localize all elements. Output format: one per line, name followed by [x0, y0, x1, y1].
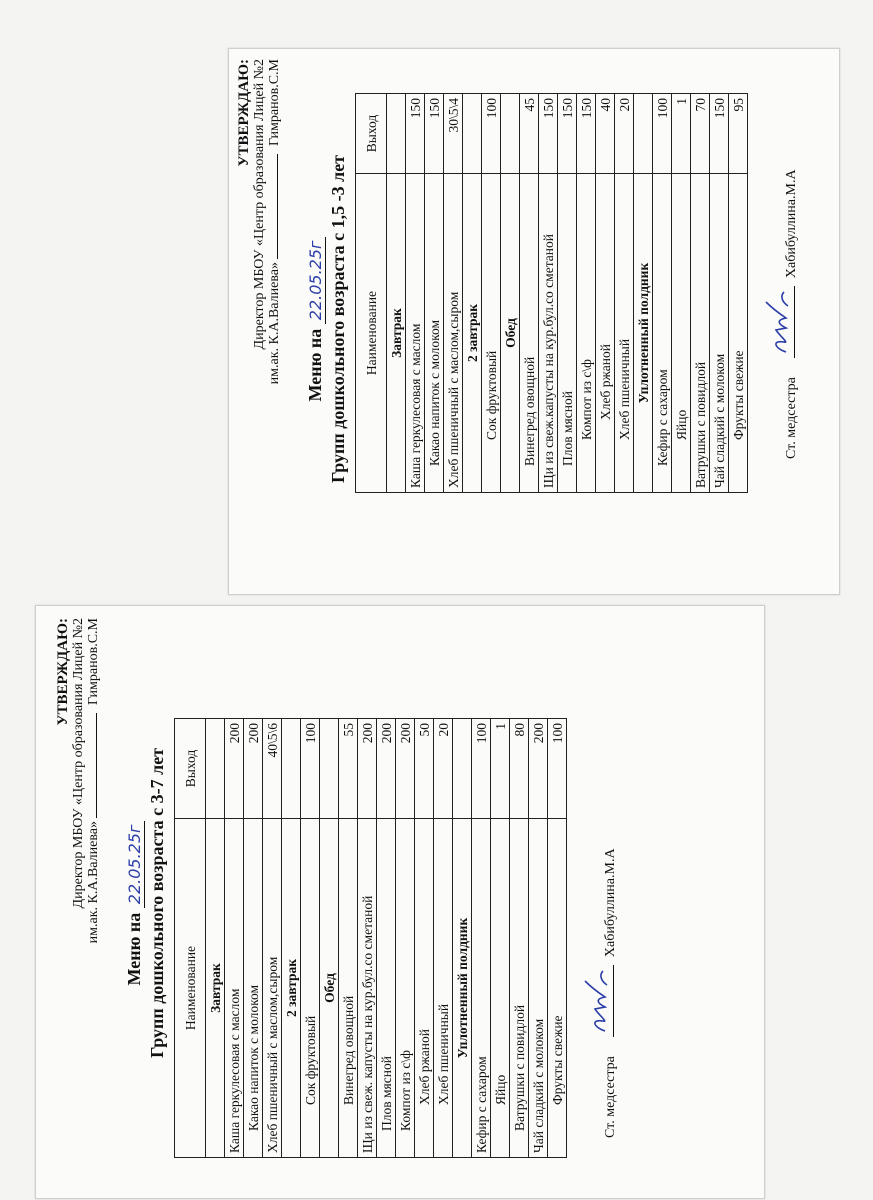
dish-name: Плов мясной — [558, 174, 577, 493]
dish-name: Хлеб пшеничный — [615, 174, 634, 493]
meal-section-row — [453, 719, 472, 1158]
meal-section-label: Обед — [501, 174, 520, 493]
meal-section-output — [634, 94, 653, 174]
approval-signer: Гимранов.С.М — [267, 59, 282, 147]
dish-name: Щи из свеж. капусты на кур.бул.со сметаной — [358, 819, 377, 1158]
meal-section-output — [501, 94, 520, 174]
table-row — [558, 94, 577, 493]
dish-name: Каша геркулесовая с маслом — [225, 819, 244, 1158]
dish-name: Какао напиток с молоком — [425, 174, 444, 493]
menu-table-body — [387, 94, 748, 493]
approval-line-1: Директор МБОУ «Центр образования Лицей №2 — [71, 618, 86, 909]
dish-name: Винегред овощной — [339, 819, 358, 1158]
meal-section-row — [387, 94, 406, 493]
meal-section-row — [463, 94, 482, 493]
table-row — [529, 719, 548, 1158]
dish-name: Яйцо — [491, 819, 510, 1158]
menu-table-body — [206, 719, 567, 1158]
approval-signature-line — [277, 154, 278, 259]
dish-name: Фрукты свежие — [729, 174, 748, 493]
table-row — [301, 719, 320, 1158]
dish-name: Яйцо — [672, 174, 691, 493]
approval-title: УТВЕРЖДАЮ: — [55, 618, 71, 726]
meal-section-row — [634, 94, 653, 493]
table-row — [244, 719, 263, 1158]
signature-name: Хабибуллина.М.А — [784, 169, 799, 279]
table-row — [653, 94, 672, 493]
dish-name: Сок фруктовый — [482, 174, 501, 493]
signature-block — [780, 59, 800, 459]
dish-output: 95 — [729, 94, 748, 174]
dish-name: Хлеб пшеничный с маслом,сыром — [263, 819, 282, 1158]
table-row — [491, 719, 510, 1158]
approval-block — [237, 59, 282, 579]
meal-section-row — [501, 94, 520, 493]
dish-output: 150 — [558, 94, 577, 174]
dish-name: Хлеб пшеничный — [434, 819, 453, 1158]
dish-name: Компот из с\ф — [577, 174, 596, 493]
dish-output: 150 — [406, 94, 425, 174]
table-row — [444, 94, 463, 493]
table-row — [434, 719, 453, 1158]
table-row — [729, 94, 748, 493]
table-row — [672, 94, 691, 493]
meal-section-label: Уплотненный полдник — [634, 174, 653, 493]
dish-name: Ватрушки с повидлой — [691, 174, 710, 493]
dish-output: 200 — [225, 719, 244, 819]
dish-name: Каша геркулесовая с маслом — [406, 174, 425, 493]
handwritten-signature — [583, 967, 613, 1037]
dish-output: 20 — [434, 719, 453, 819]
dish-name: Плов мясной — [377, 819, 396, 1158]
meal-section-row — [320, 719, 339, 1158]
signature-name: Хабибуллина.М.А — [603, 848, 618, 958]
menu-date: 22.05.25г — [306, 237, 326, 325]
menu-word: Меню на — [124, 912, 144, 986]
meal-section-label: Завтрак — [387, 174, 406, 493]
dish-name: Кефир с сахаром — [472, 819, 491, 1158]
table-row — [415, 719, 434, 1158]
dish-name: Какао напиток с молоком — [244, 819, 263, 1158]
sheet-content — [56, 618, 706, 1188]
table-row — [482, 94, 501, 493]
dish-output: 200 — [396, 719, 415, 819]
table-row — [396, 719, 415, 1158]
dish-output: 1 — [491, 719, 510, 819]
dish-name: Хлеб пшеничный с маслом,сыром — [444, 174, 463, 493]
table-row — [263, 719, 282, 1158]
meal-section-output — [206, 719, 225, 819]
approval-block — [56, 618, 101, 1188]
dish-output: 150 — [425, 94, 444, 174]
meal-section-label: 2 завтрак — [463, 174, 482, 493]
menu-table — [174, 718, 567, 1158]
dish-output: 100 — [548, 719, 567, 819]
meal-section-label: 2 завтрак — [282, 819, 301, 1158]
approval-line-2 — [267, 59, 282, 579]
approval-signer: Гимранов.С.М — [86, 618, 101, 706]
approval-line-1: Директор МБОУ «Центр образования Лицей №2 — [252, 59, 267, 350]
dish-name: Сок фруктовый — [301, 819, 320, 1158]
dish-name: Чай сладкий с молоком — [710, 174, 729, 493]
dish-output: 45 — [520, 94, 539, 174]
dish-output: 200 — [244, 719, 263, 819]
dish-output: 150 — [539, 94, 558, 174]
dish-output: 200 — [358, 719, 377, 819]
meal-section-label: Обед — [320, 819, 339, 1158]
table-row — [377, 719, 396, 1158]
group-heading: Групп дошкольного возраста с 1,5 -3 лет — [328, 154, 348, 484]
sheet-content — [237, 59, 827, 579]
dish-name: Хлеб ржаной — [596, 174, 615, 493]
column-header-output: Выход — [356, 94, 387, 174]
dish-output: 100 — [482, 94, 501, 174]
table-row — [406, 94, 425, 493]
signature-block — [599, 618, 619, 1138]
meal-section-row — [282, 719, 301, 1158]
menu-heading — [123, 618, 146, 1188]
signature-line — [599, 965, 614, 1037]
signature-line — [780, 286, 795, 358]
meal-section-output — [453, 719, 472, 819]
table-row — [710, 94, 729, 493]
table-row — [539, 94, 558, 493]
meal-section-output — [387, 94, 406, 174]
group-heading: Групп дошкольного возраста с 3-7 лет — [147, 747, 167, 1059]
handwritten-signature — [764, 288, 794, 358]
dish-output: 40 — [596, 94, 615, 174]
menu-heading — [304, 59, 327, 579]
dish-output: 100 — [472, 719, 491, 819]
table-row — [425, 94, 444, 493]
table-row — [358, 719, 377, 1158]
column-header-name: Наименование — [175, 819, 206, 1158]
menu-sheet-toddlers — [228, 48, 840, 595]
dish-name: Ватрушки с повидлой — [510, 819, 529, 1158]
approval-title: УТВЕРЖДАЮ: — [236, 59, 252, 167]
approval-org: им.ак. К.А.Валиева» — [86, 821, 101, 944]
dish-output: 80 — [510, 719, 529, 819]
approval-org: им.ак. К.А.Валиева» — [267, 262, 282, 385]
column-header-output: Выход — [175, 719, 206, 819]
table-row — [472, 719, 491, 1158]
dish-name: Хлеб ржаной — [415, 819, 434, 1158]
signature-role: Ст. медсестра — [784, 377, 799, 459]
column-header-name: Наименование — [356, 174, 387, 493]
meal-section-label: Уплотненный полдник — [453, 819, 472, 1158]
approval-line-2 — [86, 618, 101, 1188]
dish-output: 70 — [691, 94, 710, 174]
dish-output: 40\5\6 — [263, 719, 282, 819]
meal-section-output — [463, 94, 482, 174]
table-row — [548, 719, 567, 1158]
dish-name: Кефир с сахаром — [653, 174, 672, 493]
dish-name: Винегред овощной — [520, 174, 539, 493]
dish-output: 30\5\4 — [444, 94, 463, 174]
dish-output: 55 — [339, 719, 358, 819]
dish-name: Чай сладкий с молоком — [529, 819, 548, 1158]
table-row — [339, 719, 358, 1158]
dish-output: 100 — [301, 719, 320, 819]
signature-role: Ст. медсестра — [603, 1056, 618, 1138]
table-row — [225, 719, 244, 1158]
dish-output: 1 — [672, 94, 691, 174]
dish-output: 200 — [529, 719, 548, 819]
approval-signature-line — [96, 713, 97, 818]
table-row — [577, 94, 596, 493]
dish-name: Компот из с\ф — [396, 819, 415, 1158]
table-row — [510, 719, 529, 1158]
dish-output: 20 — [615, 94, 634, 174]
dish-output: 150 — [710, 94, 729, 174]
menu-date: 22.05.25г — [125, 821, 145, 909]
table-row — [691, 94, 710, 493]
dish-output: 150 — [577, 94, 596, 174]
meal-section-output — [320, 719, 339, 819]
table-row — [615, 94, 634, 493]
menu-table — [355, 93, 748, 493]
dish-output: 100 — [653, 94, 672, 174]
meal-section-label: Завтрак — [206, 819, 225, 1158]
dish-output: 50 — [415, 719, 434, 819]
menu-sheet-preschool — [35, 605, 765, 1199]
dish-output: 200 — [377, 719, 396, 819]
table-row — [596, 94, 615, 493]
menu-word: Меню на — [305, 328, 325, 402]
meal-section-output — [282, 719, 301, 819]
table-row — [520, 94, 539, 493]
dish-name: Фрукты свежие — [548, 819, 567, 1158]
dish-name: Щи из свеж.капусты на кур.бул.со сметаной — [539, 174, 558, 493]
meal-section-row — [206, 719, 225, 1158]
